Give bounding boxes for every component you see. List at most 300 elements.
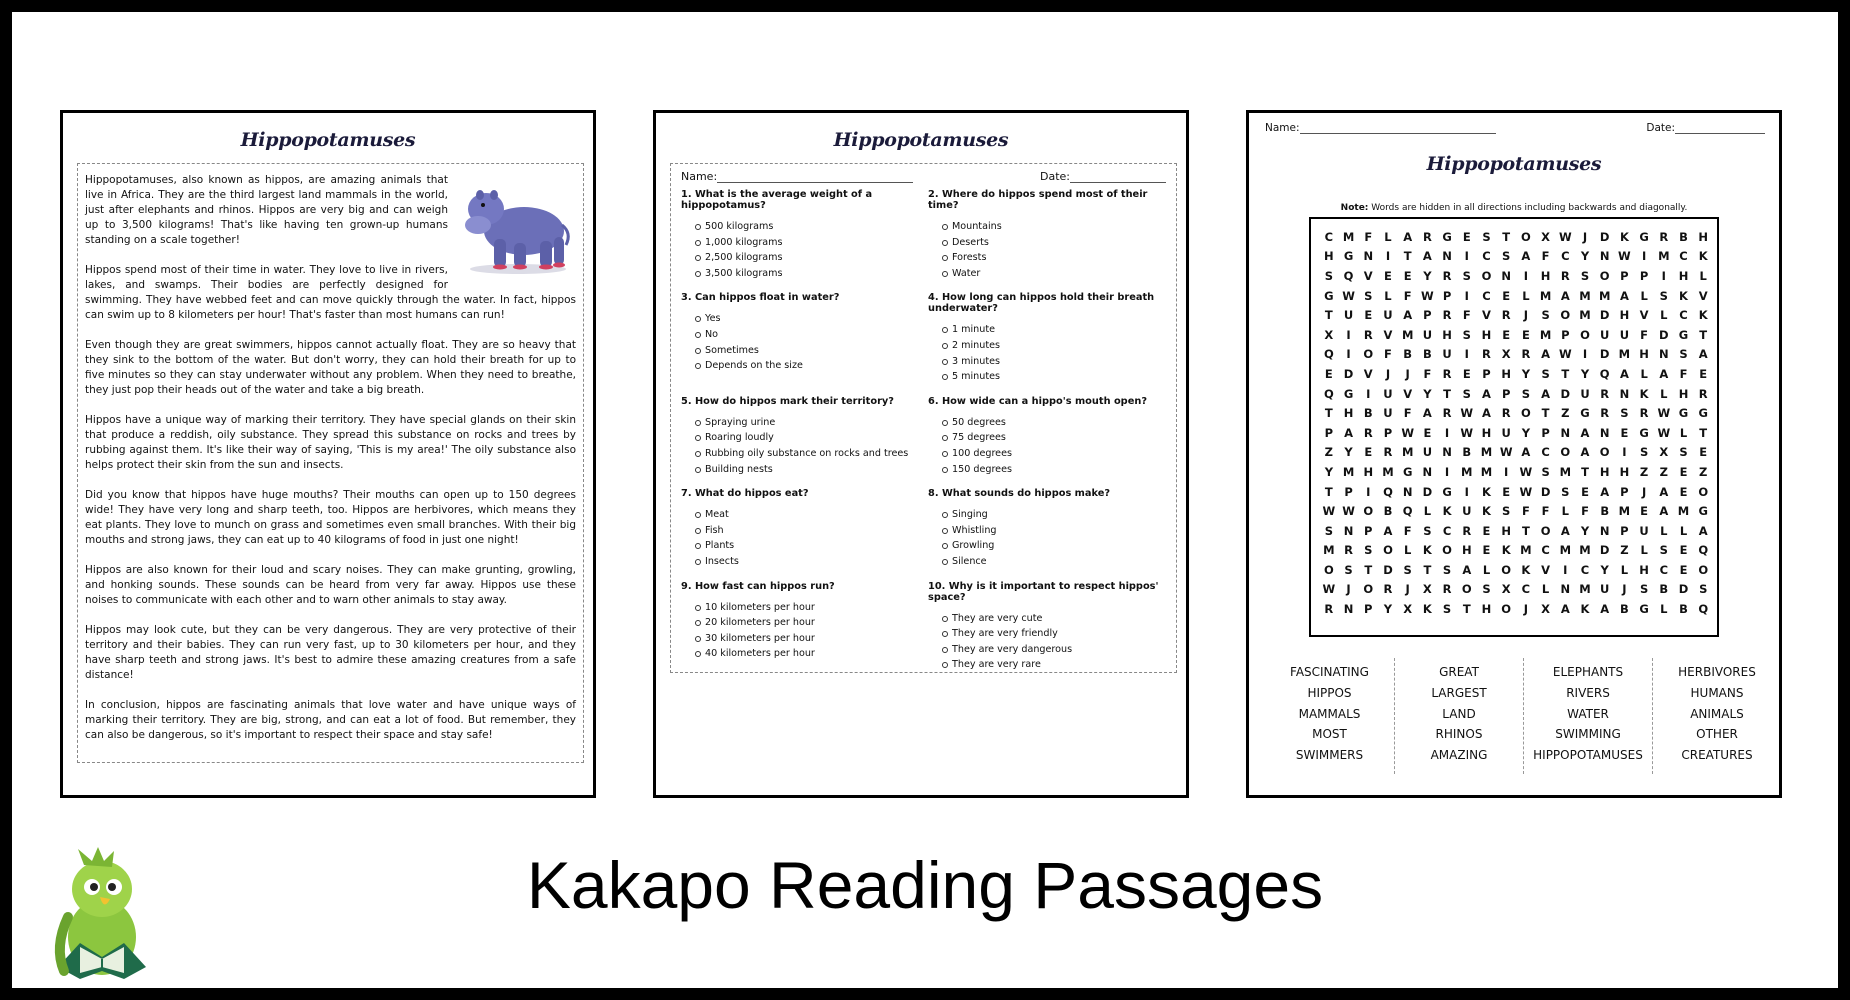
grid-letter[interactable]: E <box>1699 366 1708 381</box>
grid-letter[interactable]: S <box>1462 327 1471 342</box>
answer-option[interactable]: Singing <box>942 507 1171 523</box>
grid-letter[interactable]: E <box>1482 523 1491 538</box>
grid-letter[interactable]: O <box>1501 562 1512 577</box>
grid-letter[interactable]: E <box>1640 504 1649 519</box>
grid-letter[interactable]: X <box>1659 445 1669 460</box>
grid-letter[interactable]: U <box>1422 445 1433 460</box>
grid-letter[interactable]: M <box>1559 464 1572 479</box>
answer-option[interactable]: 1 minute <box>942 322 1171 338</box>
grid-letter[interactable]: W <box>1657 425 1671 440</box>
grid-letter[interactable]: E <box>1679 562 1688 577</box>
grid-letter[interactable]: E <box>1423 425 1432 440</box>
answer-option[interactable]: 1,000 kilograms <box>695 235 924 251</box>
grid-letter[interactable]: C <box>1580 562 1590 577</box>
grid-letter[interactable]: O <box>1363 582 1374 597</box>
grid-letter[interactable]: B <box>1659 582 1669 597</box>
grid-letter[interactable]: S <box>1679 445 1688 460</box>
grid-letter[interactable]: S <box>1541 308 1550 323</box>
grid-letter[interactable]: M <box>1579 308 1591 323</box>
grid-letter[interactable]: A <box>1619 288 1629 303</box>
answer-option[interactable]: 2 minutes <box>942 338 1171 354</box>
grid-letter[interactable]: I <box>1366 386 1371 401</box>
answer-option[interactable]: 10 kilometers per hour <box>695 600 924 616</box>
grid-letter[interactable]: O <box>1540 523 1551 538</box>
grid-letter[interactable]: U <box>1462 504 1472 519</box>
grid-letter[interactable]: A <box>1560 523 1570 538</box>
grid-letter[interactable]: H <box>1599 464 1610 479</box>
grid-letter[interactable]: H <box>1481 425 1492 440</box>
grid-letter[interactable]: E <box>1521 327 1530 342</box>
grid-letter[interactable]: S <box>1699 582 1708 597</box>
grid-letter[interactable]: G <box>1678 327 1689 342</box>
grid-letter[interactable]: T <box>1324 406 1333 421</box>
grid-letter[interactable]: M <box>1618 504 1631 519</box>
grid-letter[interactable]: K <box>1698 249 1708 264</box>
grid-letter[interactable]: M <box>1658 249 1670 264</box>
grid-letter[interactable]: B <box>1403 347 1413 362</box>
grid-letter[interactable]: T <box>1443 386 1451 401</box>
grid-letter[interactable]: C <box>1561 249 1570 264</box>
grid-letter[interactable]: L <box>1620 562 1629 577</box>
grid-letter[interactable]: P <box>1620 523 1629 538</box>
grid-letter[interactable]: D <box>1343 366 1354 381</box>
grid-letter[interactable]: E <box>1679 543 1688 558</box>
grid-letter[interactable]: S <box>1541 366 1550 381</box>
grid-letter[interactable]: V <box>1639 308 1649 323</box>
grid-letter[interactable]: A <box>1521 445 1531 460</box>
grid-letter[interactable]: V <box>1698 288 1708 303</box>
grid-letter[interactable]: A <box>1521 249 1531 264</box>
grid-letter[interactable]: M <box>1382 464 1394 479</box>
grid-letter[interactable]: D <box>1540 484 1551 499</box>
grid-letter[interactable]: N <box>1560 425 1571 440</box>
grid-letter[interactable]: A <box>1560 288 1570 303</box>
grid-letter[interactable]: E <box>1679 484 1688 499</box>
grid-letter[interactable]: I <box>1582 347 1588 362</box>
grid-letter[interactable]: J <box>1582 229 1588 244</box>
grid-letter[interactable]: B <box>1462 445 1472 460</box>
grid-letter[interactable]: H <box>1639 562 1649 577</box>
reading-passage-sheet[interactable] <box>60 110 596 798</box>
grid-letter[interactable]: N <box>1599 425 1610 440</box>
grid-letter[interactable]: O <box>1560 445 1571 460</box>
grid-letter[interactable]: R <box>1363 425 1373 440</box>
grid-letter[interactable]: I <box>1661 268 1666 283</box>
grid-letter[interactable]: M <box>1598 288 1611 303</box>
grid-letter[interactable]: P <box>1383 425 1393 440</box>
grid-letter[interactable]: I <box>1464 347 1469 362</box>
grid-letter[interactable]: F <box>1403 406 1412 421</box>
grid-letter[interactable]: L <box>1384 288 1392 303</box>
grid-letter[interactable]: R <box>1560 268 1570 283</box>
grid-letter[interactable]: D <box>1383 562 1393 577</box>
grid-letter[interactable]: N <box>1599 249 1610 264</box>
grid-letter[interactable]: F <box>1521 504 1530 519</box>
grid-letter[interactable]: L <box>1561 504 1569 519</box>
grid-letter[interactable]: L <box>1640 288 1648 303</box>
grid-letter[interactable]: E <box>1502 327 1511 342</box>
grid-letter[interactable]: I <box>1346 327 1351 342</box>
grid-letter[interactable]: I <box>1641 249 1647 264</box>
grid-letter[interactable]: R <box>1501 406 1511 421</box>
grid-letter[interactable]: S <box>1521 386 1531 401</box>
grid-letter[interactable]: H <box>1442 327 1452 342</box>
answer-option[interactable]: They are very rare <box>942 657 1171 673</box>
grid-letter[interactable]: S <box>1364 543 1373 558</box>
grid-letter[interactable]: N <box>1442 445 1452 460</box>
grid-letter[interactable]: Q <box>1698 543 1709 558</box>
grid-letter[interactable]: N <box>1422 464 1433 479</box>
grid-letter[interactable]: G <box>1639 229 1649 244</box>
grid-letter[interactable]: S <box>1482 229 1491 244</box>
grid-letter[interactable]: R <box>1698 386 1708 401</box>
grid-letter[interactable]: J <box>1523 308 1529 323</box>
grid-letter[interactable]: P <box>1620 268 1629 283</box>
grid-letter[interactable]: S <box>1364 288 1373 303</box>
grid-letter[interactable]: R <box>1442 582 1452 597</box>
grid-letter[interactable]: A <box>1541 386 1551 401</box>
grid-letter[interactable]: X <box>1501 582 1511 597</box>
grid-letter[interactable]: D <box>1599 308 1610 323</box>
grid-letter[interactable]: D <box>1599 347 1610 362</box>
grid-letter[interactable]: A <box>1659 366 1669 381</box>
grid-letter[interactable]: O <box>1363 347 1374 362</box>
grid-letter[interactable]: K <box>1501 543 1511 558</box>
grid-letter[interactable]: C <box>1482 249 1491 264</box>
grid-letter[interactable]: D <box>1560 386 1571 401</box>
answer-option[interactable]: Mountains <box>942 219 1171 235</box>
answer-option[interactable]: Water <box>942 266 1171 282</box>
grid-letter[interactable]: Y <box>1344 445 1353 460</box>
grid-letter[interactable]: V <box>1403 386 1413 401</box>
grid-letter[interactable]: S <box>1324 268 1333 283</box>
grid-letter[interactable]: Y <box>1324 464 1334 479</box>
grid-letter[interactable]: F <box>1384 347 1392 362</box>
grid-letter[interactable]: L <box>1423 504 1432 519</box>
grid-letter[interactable]: Q <box>1383 484 1393 499</box>
grid-letter[interactable]: A <box>1422 406 1432 421</box>
grid-letter[interactable]: Z <box>1659 464 1668 479</box>
grid-letter[interactable]: K <box>1422 602 1432 617</box>
grid-letter[interactable]: C <box>1541 543 1550 558</box>
grid-letter[interactable]: A <box>1600 484 1610 499</box>
grid-letter[interactable]: O <box>1599 445 1610 460</box>
grid-letter[interactable]: E <box>1324 366 1333 381</box>
grid-letter[interactable]: C <box>1324 229 1334 244</box>
answer-option[interactable]: 40 kilometers per hour <box>695 646 924 662</box>
grid-letter[interactable]: E <box>1679 464 1688 479</box>
grid-letter[interactable]: Y <box>1423 386 1432 401</box>
grid-letter[interactable]: N <box>1599 523 1610 538</box>
grid-letter[interactable]: G <box>1639 602 1649 617</box>
grid-letter[interactable]: I <box>1444 425 1450 440</box>
grid-letter[interactable]: N <box>1560 582 1571 597</box>
answer-option[interactable]: Whistling <box>942 523 1171 539</box>
grid-letter[interactable]: L <box>1482 562 1491 577</box>
grid-letter[interactable]: N <box>1619 386 1630 401</box>
grid-letter[interactable]: W <box>1342 288 1355 303</box>
grid-letter[interactable]: E <box>1403 268 1412 283</box>
grid-letter[interactable]: F <box>1364 229 1373 244</box>
grid-letter[interactable]: Y <box>1580 249 1590 264</box>
grid-letter[interactable]: M <box>1520 543 1532 558</box>
grid-letter[interactable]: O <box>1599 268 1610 283</box>
grid-letter[interactable]: J <box>1385 366 1391 381</box>
grid-letter[interactable]: C <box>1659 562 1669 577</box>
grid-letter[interactable]: K <box>1422 543 1432 558</box>
grid-letter[interactable]: N <box>1343 523 1354 538</box>
grid-letter[interactable]: H <box>1461 543 1472 558</box>
grid-letter[interactable]: X <box>1541 229 1551 244</box>
grid-letter[interactable]: H <box>1540 268 1551 283</box>
answer-option[interactable]: Plants <box>695 538 924 554</box>
answer-option[interactable]: 2,500 kilograms <box>695 250 924 266</box>
grid-letter[interactable]: I <box>1622 445 1627 460</box>
grid-letter[interactable]: C <box>1679 308 1688 323</box>
grid-letter[interactable]: L <box>1404 543 1412 558</box>
grid-letter[interactable]: O <box>1481 268 1492 283</box>
grid-letter[interactable]: M <box>1461 464 1473 479</box>
grid-letter[interactable]: N <box>1402 484 1413 499</box>
answer-option[interactable]: 75 degrees <box>942 430 1171 446</box>
grid-letter[interactable]: I <box>1464 484 1469 499</box>
grid-letter[interactable]: L <box>1660 523 1668 538</box>
grid-letter[interactable]: T <box>1699 425 1708 440</box>
grid-letter[interactable]: G <box>1678 406 1689 421</box>
grid-letter[interactable]: C <box>1679 249 1688 264</box>
grid-letter[interactable]: X <box>1422 582 1432 597</box>
grid-letter[interactable]: M <box>1579 582 1591 597</box>
answer-option[interactable]: They are very cute <box>942 611 1171 627</box>
grid-letter[interactable]: W <box>1322 504 1336 519</box>
grid-letter[interactable]: I <box>1504 464 1509 479</box>
grid-letter[interactable]: P <box>1423 308 1432 323</box>
grid-letter[interactable]: O <box>1580 327 1590 342</box>
grid-letter[interactable]: G <box>1698 406 1708 421</box>
grid-letter[interactable]: C <box>1482 288 1491 303</box>
grid-letter[interactable]: T <box>1403 249 1412 264</box>
grid-letter[interactable]: P <box>1541 425 1550 440</box>
grid-letter[interactable]: U <box>1639 523 1649 538</box>
grid-letter[interactable]: R <box>1659 229 1669 244</box>
grid-letter[interactable]: Y <box>1423 268 1432 283</box>
grid-letter[interactable]: S <box>1423 523 1432 538</box>
grid-letter[interactable]: G <box>1639 425 1649 440</box>
grid-letter[interactable]: L <box>1384 229 1392 244</box>
grid-letter[interactable]: M <box>1401 445 1414 460</box>
grid-letter[interactable]: A <box>1462 562 1472 577</box>
grid-letter[interactable]: Q <box>1343 268 1354 283</box>
grid-letter[interactable]: R <box>1442 308 1452 323</box>
grid-letter[interactable]: A <box>1659 504 1669 519</box>
grid-letter[interactable]: L <box>1660 308 1668 323</box>
grid-letter[interactable]: W <box>1558 347 1572 362</box>
answer-option[interactable]: 3 minutes <box>942 354 1171 370</box>
grid-letter[interactable]: B <box>1600 504 1610 519</box>
answer-option[interactable]: Fish <box>695 523 924 539</box>
answer-option[interactable]: 50 degrees <box>942 415 1171 431</box>
answer-option[interactable]: 500 kilograms <box>695 219 924 235</box>
grid-letter[interactable]: R <box>1324 602 1334 617</box>
grid-letter[interactable]: A <box>1422 249 1432 264</box>
grid-letter[interactable]: O <box>1520 229 1531 244</box>
grid-letter[interactable]: D <box>1599 229 1610 244</box>
grid-letter[interactable]: B <box>1422 347 1432 362</box>
grid-letter[interactable]: A <box>1383 523 1393 538</box>
answer-option[interactable]: Meat <box>695 507 924 523</box>
grid-letter[interactable]: K <box>1679 288 1688 303</box>
answer-option[interactable]: Building nests <box>695 462 924 478</box>
grid-letter[interactable]: A <box>1403 229 1413 244</box>
grid-letter[interactable]: X <box>1324 327 1334 342</box>
grid-letter[interactable]: F <box>1462 308 1471 323</box>
grid-letter[interactable]: A <box>1580 425 1590 440</box>
grid-letter[interactable]: J <box>1346 582 1351 597</box>
grid-letter[interactable]: T <box>1561 366 1570 381</box>
grid-letter[interactable]: F <box>1679 366 1688 381</box>
grid-letter[interactable]: G <box>1698 504 1708 519</box>
grid-letter[interactable]: R <box>1482 347 1491 362</box>
grid-letter[interactable]: R <box>1462 523 1472 538</box>
grid-letter[interactable]: U <box>1383 406 1393 421</box>
grid-letter[interactable]: B <box>1679 602 1688 617</box>
grid-letter[interactable]: Q <box>1599 366 1610 381</box>
answer-option[interactable]: 30 kilometers per hour <box>695 631 924 647</box>
grid-letter[interactable]: E <box>1462 229 1471 244</box>
grid-letter[interactable]: A <box>1619 366 1629 381</box>
grid-letter[interactable]: P <box>1501 386 1511 401</box>
grid-letter[interactable]: F <box>1581 504 1589 519</box>
answer-option[interactable]: 100 degrees <box>942 446 1171 462</box>
grid-letter[interactable]: K <box>1698 308 1708 323</box>
grid-letter[interactable]: S <box>1659 288 1668 303</box>
grid-letter[interactable]: F <box>1423 366 1432 381</box>
grid-letter[interactable]: S <box>1442 562 1452 577</box>
grid-letter[interactable]: H <box>1678 268 1689 283</box>
grid-letter[interactable]: W <box>1401 425 1414 440</box>
grid-letter[interactable]: P <box>1620 484 1629 499</box>
grid-letter[interactable]: S <box>1620 406 1629 421</box>
grid-letter[interactable]: Y <box>1383 602 1393 617</box>
grid-letter[interactable]: O <box>1461 582 1472 597</box>
grid-letter[interactable]: J <box>1641 484 1647 499</box>
grid-letter[interactable]: J <box>1405 366 1410 381</box>
grid-letter[interactable]: G <box>1580 406 1590 421</box>
grid-letter[interactable]: U <box>1580 386 1590 401</box>
grid-letter[interactable]: Q <box>1323 347 1334 362</box>
grid-letter[interactable]: M <box>1579 288 1591 303</box>
grid-letter[interactable]: N <box>1343 602 1354 617</box>
grid-letter[interactable]: X <box>1403 602 1413 617</box>
grid-letter[interactable]: W <box>1460 406 1474 421</box>
grid-letter[interactable]: G <box>1442 229 1452 244</box>
grid-letter[interactable]: U <box>1501 425 1511 440</box>
grid-letter[interactable]: I <box>1366 484 1371 499</box>
grid-letter[interactable]: I <box>1385 249 1391 264</box>
grid-letter[interactable]: P <box>1364 602 1373 617</box>
grid-letter[interactable]: S <box>1502 249 1511 264</box>
grid-letter[interactable]: H <box>1619 308 1630 323</box>
grid-letter[interactable]: T <box>1423 562 1432 577</box>
grid-letter[interactable]: M <box>1539 288 1552 303</box>
grid-letter[interactable]: D <box>1599 543 1610 558</box>
grid-letter[interactable]: P <box>1344 484 1353 499</box>
grid-letter[interactable]: G <box>1343 386 1354 401</box>
answer-option[interactable]: 5 minutes <box>942 369 1171 385</box>
answer-option[interactable]: Roaring loudly <box>695 430 924 446</box>
grid-letter[interactable]: M <box>1677 504 1690 519</box>
grid-letter[interactable]: E <box>1364 308 1373 323</box>
answer-option[interactable]: Sometimes <box>695 343 924 359</box>
grid-letter[interactable]: W <box>1657 406 1671 421</box>
grid-letter[interactable]: P <box>1442 288 1452 303</box>
grid-letter[interactable]: L <box>1660 602 1668 617</box>
grid-letter[interactable]: C <box>1541 445 1550 460</box>
grid-letter[interactable]: G <box>1402 464 1413 479</box>
grid-letter[interactable]: M <box>1559 543 1572 558</box>
grid-letter[interactable]: Z <box>1620 543 1629 558</box>
grid-letter[interactable]: Z <box>1324 445 1334 460</box>
grid-letter[interactable]: U <box>1343 308 1354 323</box>
grid-letter[interactable]: M <box>1618 347 1631 362</box>
grid-letter[interactable]: H <box>1698 229 1709 244</box>
grid-letter[interactable]: S <box>1482 582 1491 597</box>
grid-letter[interactable]: H <box>1481 327 1492 342</box>
grid-letter[interactable]: L <box>1640 366 1648 381</box>
grid-letter[interactable]: D <box>1422 484 1433 499</box>
grid-letter[interactable]: T <box>1699 327 1708 342</box>
grid-letter[interactable]: A <box>1560 602 1570 617</box>
grid-letter[interactable]: M <box>1342 229 1355 244</box>
grid-letter[interactable]: A <box>1403 308 1413 323</box>
grid-letter[interactable]: I <box>1464 288 1469 303</box>
quiz-sheet[interactable] <box>653 110 1189 798</box>
grid-letter[interactable]: T <box>1462 602 1471 617</box>
grid-letter[interactable]: P <box>1324 425 1334 440</box>
answer-option[interactable]: Forests <box>942 250 1171 266</box>
grid-letter[interactable]: I <box>1523 268 1529 283</box>
grid-letter[interactable]: S <box>1580 268 1590 283</box>
letter-grid[interactable] <box>1309 217 1719 637</box>
grid-letter[interactable]: K <box>1639 386 1649 401</box>
grid-letter[interactable]: E <box>1482 543 1491 558</box>
grid-letter[interactable]: Q <box>1698 602 1709 617</box>
answer-option[interactable]: Growling <box>942 538 1171 554</box>
grid-letter[interactable]: P <box>1639 268 1649 283</box>
grid-letter[interactable]: Z <box>1699 464 1708 479</box>
grid-letter[interactable]: H <box>1639 347 1649 362</box>
grid-letter[interactable]: V <box>1541 562 1551 577</box>
grid-letter[interactable]: A <box>1659 484 1669 499</box>
answer-option[interactable]: 3,500 kilograms <box>695 266 924 282</box>
grid-letter[interactable]: S <box>1324 523 1333 538</box>
answer-option[interactable]: 150 degrees <box>942 462 1171 478</box>
grid-letter[interactable]: Y <box>1600 562 1609 577</box>
grid-letter[interactable]: A <box>1482 386 1491 401</box>
grid-letter[interactable]: O <box>1383 543 1393 558</box>
answer-option[interactable]: Insects <box>695 554 924 570</box>
grid-letter[interactable]: O <box>1323 562 1334 577</box>
grid-letter[interactable]: H <box>1363 464 1374 479</box>
grid-letter[interactable]: S <box>1639 445 1649 460</box>
grid-letter[interactable]: Y <box>1521 366 1531 381</box>
grid-letter[interactable]: H <box>1501 366 1511 381</box>
answer-option[interactable]: They are very friendly <box>942 626 1171 642</box>
grid-letter[interactable]: A <box>1698 523 1708 538</box>
word-search-sheet[interactable] <box>1246 110 1782 798</box>
grid-letter[interactable]: N <box>1442 249 1452 264</box>
grid-letter[interactable]: O <box>1520 406 1531 421</box>
